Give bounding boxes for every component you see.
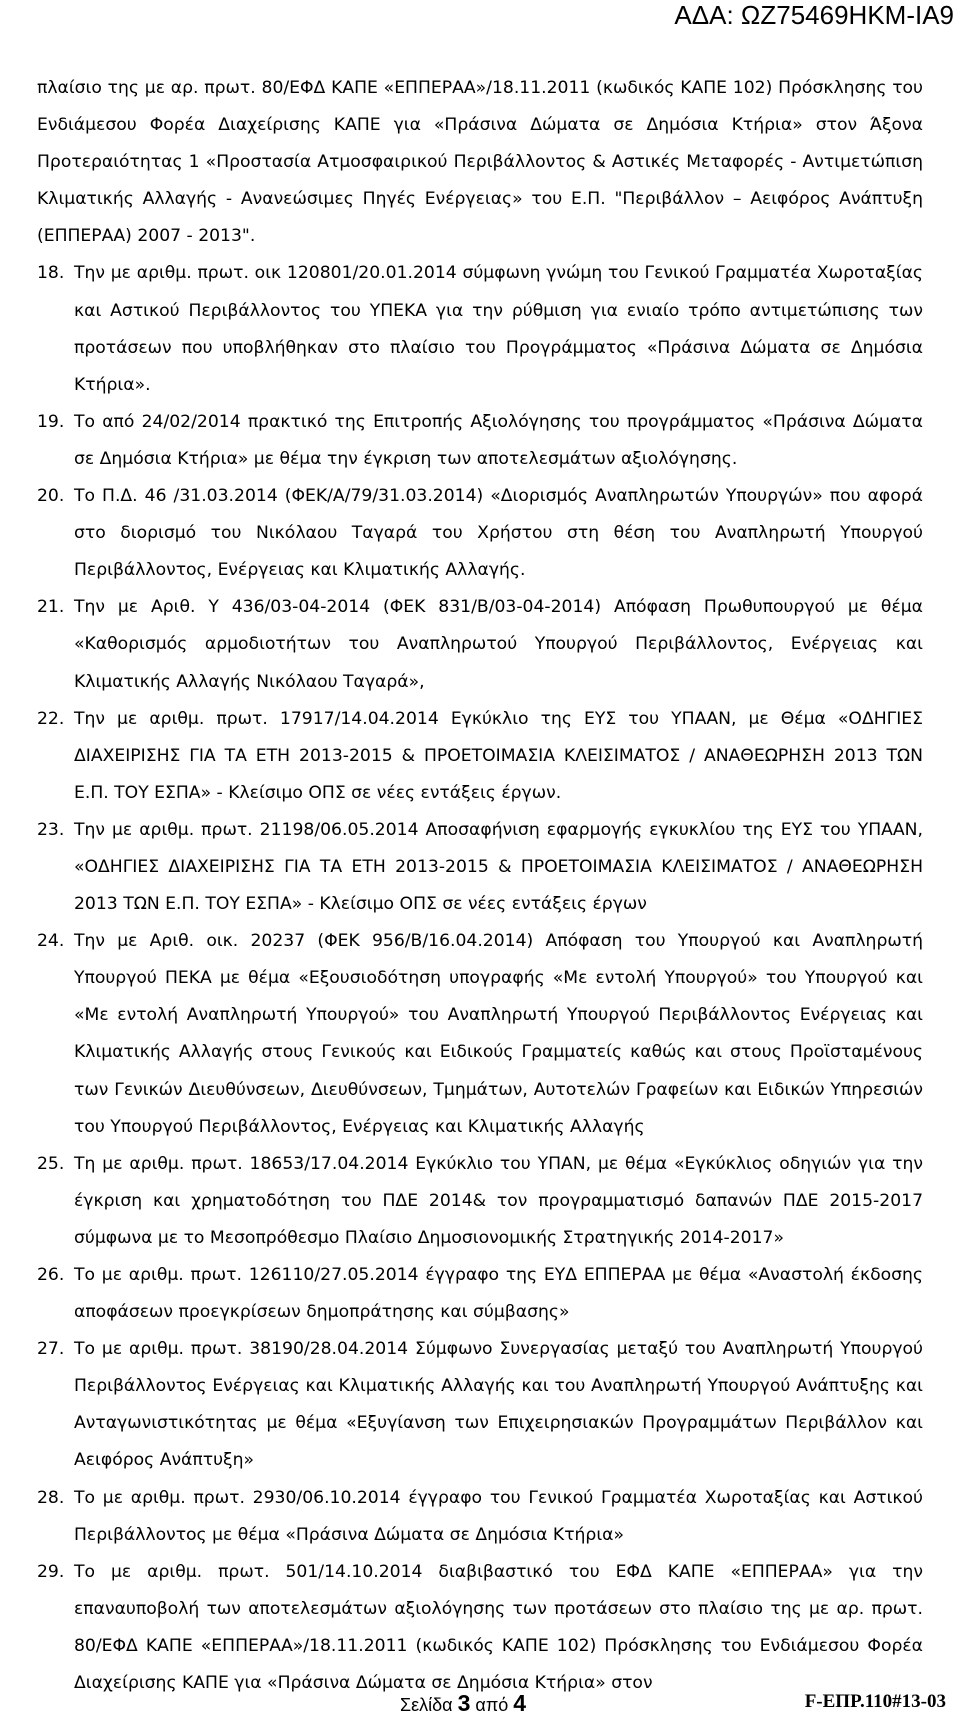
page-total: 4 (513, 1690, 527, 1716)
item-text: Το με αριθμ. πρωτ. 2930/06.10.2014 έγγραφο του Γενικού Γραμματέα Χωροταξίας και Αστικού Περιβάλλοντος με θέμα «Πράσινα Δώματα σε Δημόσια Κτήρια» (74, 1487, 923, 1545)
item-text: Το με αριθμ. πρωτ. 38190/28.04.2014 Σύμφωνο Συνεργασίας μεταξύ του Αναπληρωτή Υπουργού Περιβάλλοντος Ενέργειας και Κλιματικής Αλλαγής και του Αναπληρωτή Υπουργού Ανάπτυξης και Ανταγωνιστικότητας με θέμα «Εξυγίανση των Επιχειρησιακών Προγραμμάτων Περιβάλλον και Αειφόρος Ανάπτυξη» (74, 1339, 923, 1471)
document-body (37, 70, 923, 1702)
list-item (37, 478, 923, 589)
item-number: 27. (37, 1339, 65, 1360)
item-number: 22. (37, 708, 65, 729)
item-text: Την με αριθμ. πρωτ. 21198/06.05.2014 Αποσαφήνιση εφαρμογής εγκυκλίου της ΕΥΣ του ΥΠΑΑΝ, «ΟΔΗΓΙΕΣ ΔΙΑΧΕΙΡΙΣΗΣ ΓΙΑ ΤΑ ΕΤΗ 2013-2015 & ΠΡΟΕΤΟΙΜΑΣΙΑ ΚΛΕΙΣΙΜΑΤΟΣ / ΑΝΑΘΕΩΡΗΣΗ 2013 ΤΩΝ Ε.Π. ΤΟΥ ΕΣΠΑ» - Κλείσιμο ΟΠΣ σε νέες εντάξεις έργων (74, 819, 923, 915)
item-number: 19. (37, 411, 65, 432)
item-text: Το με αριθμ. πρωτ. 126110/27.05.2014 έγγραφο της ΕΥΔ ΕΠΠΕΡΑΑ με θέμα «Αναστολή έκδοσης αποφάσεων προεγκρίσεων δημοπράτησης και σύμβασης» (74, 1265, 923, 1323)
item-text: Την με αριθμ. πρωτ. 17917/14.04.2014 Εγκύκλιο της ΕΥΣ του ΥΠΑΑΝ, με Θέμα «ΟΔΗΓΙΕΣ ΔΙΑΧΕΙΡΙΣΗΣ ΓΙΑ ΤΑ ΕΤΗ 2013-2015 & ΠΡΟΕΤΟΙΜΑΣΙΑ ΚΛΕΙΣΙΜΑΤΟΣ / ΑΝΑΘΕΩΡΗΣΗ 2013 ΤΩΝ Ε.Π. ΤΟΥ ΕΣΠΑ» - Κλείσιμο ΟΠΣ σε νέες εντάξεις έργων. (74, 708, 923, 803)
page-of: από (475, 1695, 509, 1715)
form-code: F-ΕΠΡ.110#13-03 (804, 1691, 946, 1712)
page-prefix: Σελίδα (400, 1695, 453, 1715)
item-text: Το από 24/02/2014 πρακτικό της Επιτροπής Αξιολόγησης του προγράμματος «Πράσινα Δώματα σε Δημόσια Κτήρια» με θέμα την έγκριση των αποτελεσμάτων αξιολόγησης. (74, 411, 923, 469)
list-item (37, 1146, 923, 1257)
item-number: 29. (37, 1561, 65, 1582)
list-item (37, 1257, 923, 1331)
list-item (37, 255, 923, 403)
item-number: 26. (37, 1265, 65, 1285)
list-item (37, 923, 923, 1146)
page-current: 3 (457, 1690, 471, 1716)
item-number: 24. (37, 931, 65, 952)
page-footer (0, 1690, 960, 1717)
numbered-list (37, 255, 923, 1702)
item-number: 28. (37, 1487, 65, 1508)
item-text: Την με Αριθ. Υ 436/03-04-2014 (ΦΕΚ 831/Β/03-04-2014) Απόφαση Πρωθυπουργού με θέμα «Καθορισμός αρμοδιοτήτων του Αναπληρωτού Υπουργού Περιβάλλοντος, Ενέργειας και Κλιματικής Αλλαγής Νικόλαου Ταγαρά», (74, 597, 923, 692)
item-text: Τη με αριθμ. πρωτ. 18653/17.04.2014 Εγκύκλιο του ΥΠΑΝ, με θέμα «Εγκύκλιος οδηγιών για την έγκριση και χρηματοδότηση του ΠΔΕ 2014& τον προγραμματισμό δαπανών ΠΔΕ 2015-2017 σύμφωνα με το Μεσοπρόθεσμο Πλαίσιο Δημοσιονομικής Στρατηγικής 2014-2017» (74, 1153, 923, 1248)
intro-paragraph: πλαίσιο της με αρ. πρωτ. 80/ΕΦΔ ΚΑΠΕ «ΕΠΠΕΡΑΑ»/18.11.2011 (κωδικός ΚΑΠΕ 102) Πρόσκλησης του Ενδιάμεσου Φορέα Διαχείρισης ΚΑΠΕ για «Πράσινα Δώματα σε Δημόσια Κτήρια» στον Άξονα Προτεραιότητας 1 «Προστασία Ατμοσφαιρικού Περιβάλλοντος & Αστικές Μεταφορές - Αντιμετώπιση Κλιματικής Αλλαγής - Ανανεώσιμες Πηγές Ενέργειας» του Ε.Π. "Περιβάλλον – Αειφόρος Ανάπτυξη (ΕΠΠΕΡΑΑ) 2007 - 2013". (37, 78, 923, 247)
list-item (37, 812, 923, 923)
list-item (37, 1331, 923, 1479)
ada-code: ΑΔΑ: ΩΖ75469ΗΚΜ-ΙΑ9 (674, 0, 954, 30)
item-number: 18. (37, 263, 65, 284)
page-number (400, 1690, 526, 1717)
list-item (37, 404, 923, 478)
list-item (37, 701, 923, 812)
item-number: 23. (37, 819, 65, 840)
item-number: 25. (37, 1153, 65, 1174)
list-item (37, 1480, 923, 1554)
list-item (37, 1554, 923, 1702)
item-number: 20. (37, 486, 65, 507)
item-text: Το με αριθμ. πρωτ. 501/14.10.2014 διαβιβαστικό του ΕΦΔ ΚΑΠΕ «ΕΠΠΕΡΑΑ» για την επαναυποβολή των αποτελεσμάτων αξιολόγησης των προτάσεων στο πλαίσιο της με αρ. πρωτ. 80/ΕΦΔ ΚΑΠΕ «ΕΠΠΕΡΑΑ»/18.11.2011 (κωδικός ΚΑΠΕ 102) Πρόσκλησης του Ενδιάμεσου Φορέα Διαχείρισης ΚΑΠΕ για «Πράσινα Δώματα σε Δημόσια Κτήρια» στον (74, 1561, 923, 1694)
item-text: Την με Αριθ. οικ. 20237 (ΦΕΚ 956/Β/16.04.2014) Απόφαση του Υπουργού και Αναπληρωτή Υπουργού ΠΕΚΑ με θέμα «Εξουσιοδότηση υπογραφής «Με εντολή Υπουργού» του Υπουργού και «Με εντολή Αναπληρωτή Υπουργού» του Αναπληρωτή Υπουργού Περιβάλλοντος Ενέργειας και Κλιματικής Αλλαγής στους Γενικούς και Ειδικούς Γραμματείς καθώς και στους Προϊσταμένους των Γενικών Διευθύνσεων, Διευθύνσεων, Τμημάτων, Αυτοτελών Γραφείων και Ειδικών Υπηρεσιών του Υπουργού Περιβάλλοντος, Ενέργειας και Κλιματικής Αλλαγής (74, 931, 923, 1137)
item-number: 21. (37, 597, 65, 618)
item-text: Το Π.Δ. 46 /31.03.2014 (ΦΕΚ/Α/79/31.03.2014) «Διορισμός Αναπληρωτών Υπουργών» που αφορά στο διορισμό του Νικόλαου Ταγαρά του Χρήστου στη θέση του Αναπληρωτή Υπουργού Περιβάλλοντος, Ενέργειας και Κλιματικής Αλλαγής. (74, 486, 923, 581)
list-item (37, 589, 923, 700)
item-text: Την με αριθμ. πρωτ. οικ 120801/20.01.2014 σύμφωνη γνώμη του Γενικού Γραμματέα Χωροταξίας και Αστικού Περιβάλλοντος του ΥΠΕΚΑ για την ρύθμιση για ενιαίο τρόπο αντιμετώπισης των προτάσεων που υποβλήθηκαν στο πλαίσιο του Προγράμματος «Πράσινα Δώματα σε Δημόσια Κτήρια». (74, 263, 923, 395)
